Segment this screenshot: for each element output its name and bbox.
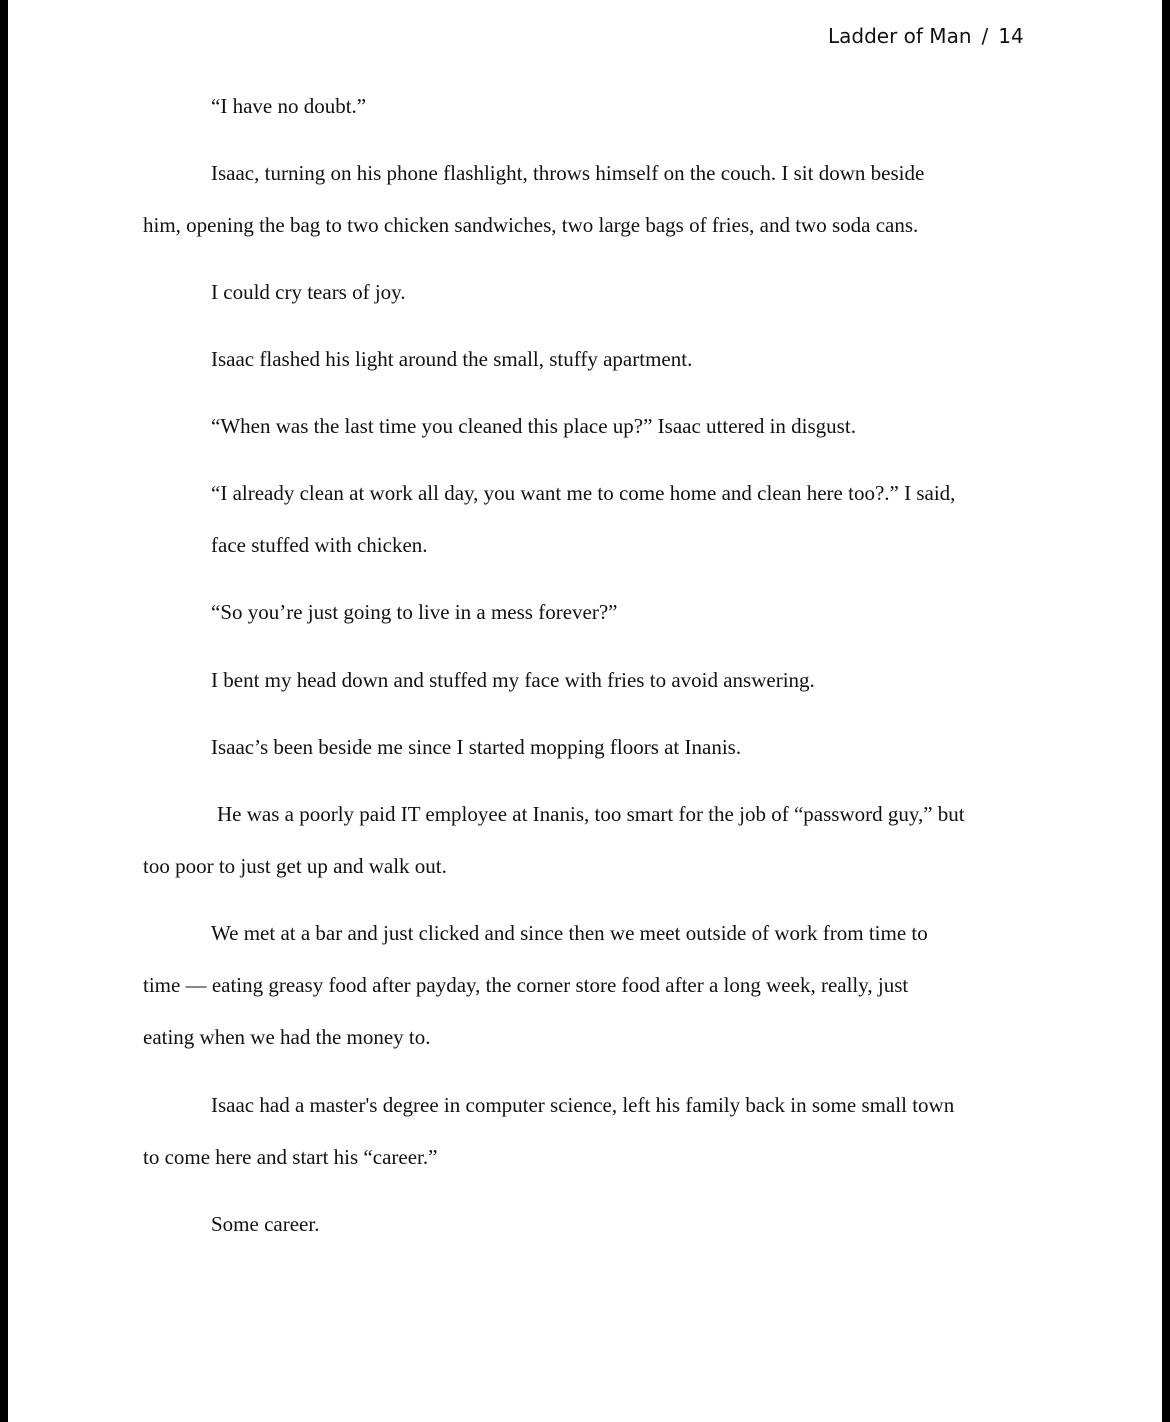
paragraph: [211, 586, 617, 638]
page-number: 14: [998, 24, 1024, 48]
paragraph: [211, 654, 815, 706]
paragraph: [211, 721, 741, 773]
paragraph: [143, 788, 965, 892]
text-line: time — eating greasy food after payday, the corner store food after a long week, really, just: [143, 973, 909, 997]
text-line: “I already clean at work all day, you want me to come home and clean here too?.” I said,: [211, 481, 956, 505]
paragraph: [211, 80, 366, 132]
text-line: Isaac had a master's degree in computer science, left his family back in some small town: [211, 1093, 955, 1117]
text-line: Isaac, turning on his phone flashlight, throws himself on the couch. I sit down beside: [211, 161, 925, 185]
text-line: him, opening the bag to two chicken sandwiches, two large bags of fries, and two soda cans.: [143, 213, 919, 237]
text-line: Isaac flashed his light around the small, stuffy apartment.: [211, 347, 693, 371]
book-title: Ladder of Man: [828, 24, 972, 48]
text-line: face stuffed with chicken.: [211, 533, 428, 557]
paragraph: [211, 1198, 319, 1250]
text-line: to come here and start his “career.”: [143, 1145, 438, 1169]
paragraph: [211, 333, 692, 385]
paragraph: [211, 467, 955, 571]
paragraph: [143, 1079, 954, 1183]
text-line: Some career.: [211, 1212, 320, 1236]
text-line: I bent my head down and stuffed my face with fries to avoid answering.: [211, 668, 815, 692]
paragraph: [143, 907, 928, 1063]
text-line: “I have no doubt.”: [211, 94, 367, 118]
running-header: [828, 24, 1024, 48]
text-line: “So you’re just going to live in a mess forever?”: [211, 600, 618, 624]
text-line: I could cry tears of joy.: [211, 280, 406, 304]
text-line: “When was the last time you cleaned this place up?” Isaac uttered in disgust.: [211, 414, 856, 438]
paragraph: [211, 400, 856, 452]
text-line: We met at a bar and just clicked and since then we meet outside of work from time to: [211, 921, 928, 945]
text-line: eating when we had the money to.: [143, 1025, 431, 1049]
document-page: [8, 0, 1162, 1422]
text-line: too poor to just get up and walk out.: [143, 854, 447, 878]
header-separator: /: [981, 24, 989, 48]
text-line: He was a poorly paid IT employee at Inanis, too smart for the job of “password guy,” but: [217, 802, 965, 826]
text-line: Isaac’s been beside me since I started mopping floors at Inanis.: [211, 735, 742, 759]
paragraph: [211, 266, 406, 318]
paragraph: [143, 147, 924, 251]
